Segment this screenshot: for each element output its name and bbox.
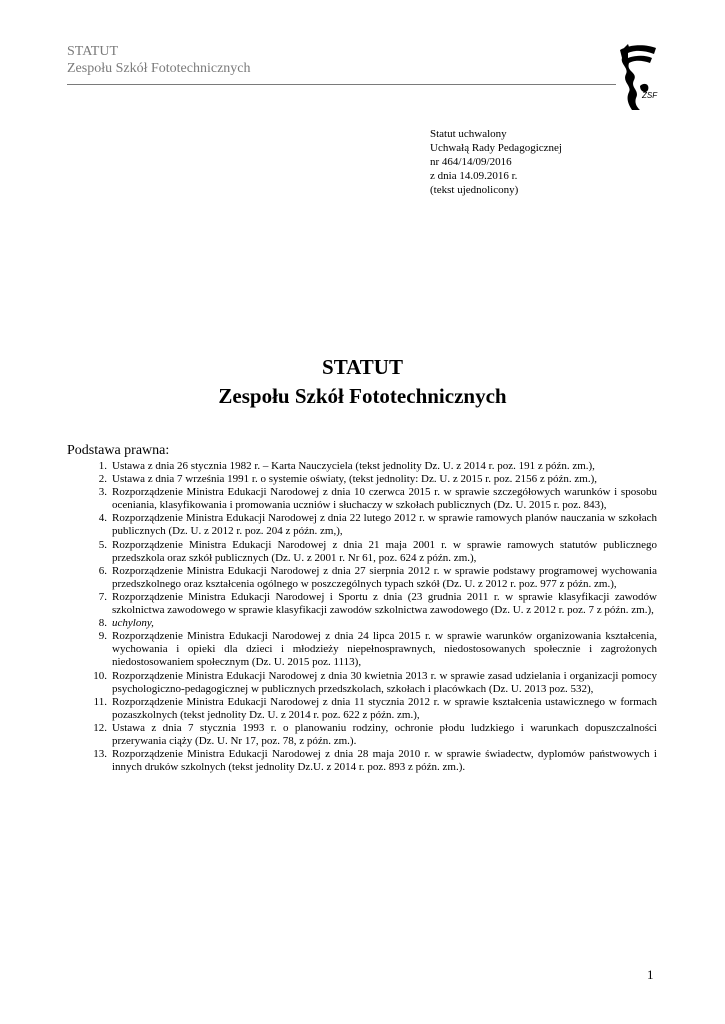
item-text: uchylony,: [112, 617, 154, 630]
item-number: 6.: [98, 564, 107, 577]
item-text: Rozporządzenie Ministra Edukacji Narodowej z dnia 28 maja 2010 r. w sprawie świadectw, dyplomów państwowych i innych druków szkolnych (tekst jednolity Dz.U. z 2014 r. poz. 893 z późn. zm.).: [112, 748, 657, 774]
item-text: Rozporządzenie Ministra Edukacji Narodowej z dnia 22 lutego 2012 r. w sprawie ramowych planów nauczania w szkołach publicznych (Dz. U. z 2012 r. poz. 204 z późn. zm,),: [112, 512, 657, 538]
item-text: Ustawa z dnia 7 stycznia 1993 r. o planowaniu rodziny, ochronie płodu ludzkiego i warunkach dopuszczalności przerywania ciąży (Dz. U. Nr 17, poz. 78, z późn. zm.).: [112, 721, 657, 747]
list-item: [67, 473, 657, 486]
header-subtitle: Zespołu Szkół Fototechnicznych: [67, 61, 251, 76]
school-logo-icon: [612, 42, 660, 112]
item-number: 9.: [98, 630, 107, 643]
item-number: 8.: [98, 617, 107, 630]
logo-text: ZSF: [642, 91, 658, 100]
list-item: [67, 617, 657, 630]
header-title: STATUT: [67, 44, 118, 59]
item-number: 10.: [93, 669, 107, 682]
item-number: 1.: [98, 460, 107, 472]
page-number: 1: [647, 967, 654, 982]
item-number: 5.: [98, 538, 107, 551]
list-item: [67, 486, 657, 512]
list-item: [67, 591, 657, 617]
item-number: 13.: [93, 748, 107, 761]
item-text: Rozporządzenie Ministra Edukacji Narodowej z dnia 10 czerwca 2015 r. w sprawie szczegółowych warunków i sposobu oceniania, klasyfikowania i promowania uczniów i słuchaczy w szkołach publicznych (Dz. U. 2015 r. poz. 843),: [112, 486, 657, 512]
item-text: Rozporządzenie Ministra Edukacji Narodowej i Sportu z dnia (23 grudnia 2011 r. w sprawie klasyfikacji zawodów szkolnictwa zawodowego w sprawie klasyfikacji zawodów szkolnictwa zawodowego (Dz. U. z 2012 r. poz. 7 z późn. zm.),: [112, 590, 657, 617]
approval-line: (tekst ujednolicony): [430, 184, 519, 196]
item-text: Rozporządzenie Ministra Edukacji Narodowej z dnia 24 lipca 2015 r. w sprawie warunków organizowania kształcenia, wychowania i opieki dla dzieci i młodzieży niepełnosprawnych, niedostosowanych społecznie i zagrożonych niedostosowaniem społecznym (Dz. U. 2015 poz. 1113),: [112, 630, 657, 669]
list-item: [67, 748, 657, 774]
list-item: [67, 460, 657, 473]
approval-line: Statut uchwalony: [430, 128, 507, 140]
document-title: STATUT: [322, 355, 403, 379]
item-text: Ustawa z dnia 7 września 1991 r. o systemie oświaty, (tekst jednolity: Dz. U. z 2015 r. poz. 2156 z późn. zm.),: [112, 473, 598, 486]
document-subtitle: Zespołu Szkół Fototechnicznych: [218, 384, 507, 408]
list-item: [67, 539, 657, 565]
item-text: Rozporządzenie Ministra Edukacji Narodowej z dnia 30 kwietnia 2013 r. w sprawie zasad udzielania i organizacji pomocy psychologiczno-pedagogicznej w publicznych przedszkolach, szkołach i placówkach (Dz. U. 2013 poz. 532),: [112, 669, 657, 695]
item-text: Rozporządzenie Ministra Edukacji Narodowej z dnia 27 sierpnia 2012 r. w sprawie podstawy programowej wychowania przedszkolnego oraz kształcenia ogólnego w poszczególnych typach szkół (Dz. U. z 2012 r. poz. 977 z późn. zm.),: [112, 564, 657, 590]
item-number: 12.: [93, 721, 107, 734]
item-text: Rozporządzenie Ministra Edukacji Narodowej z dnia 11 stycznia 2012 r. w sprawie kształcenia ustawicznego w formach pozaszkolnych (tekst jednolity Dz. U. z 2014 r. poz. 622 z późn. zm.),: [112, 695, 657, 721]
item-number: 3.: [98, 486, 107, 499]
list-item: [67, 565, 657, 591]
header-divider: [67, 84, 616, 85]
list-item: [67, 512, 657, 538]
list-item: [67, 696, 657, 722]
item-number: 7.: [98, 590, 107, 603]
legal-basis-list: [67, 460, 657, 774]
item-number: 4.: [98, 512, 107, 525]
approval-line: Uchwałą Rady Pedagogicznej: [430, 142, 562, 154]
item-text: Rozporządzenie Ministra Edukacji Narodowej z dnia 21 maja 2001 r. w sprawie ramowych statutów publicznego przedszkola oraz szkół publicznych (Dz. U. z 2001 r. Nr 61, poz. 624 z późn. zm.),: [112, 538, 657, 564]
item-number: 11.: [93, 695, 107, 708]
approval-line: z dnia 14.09.2016 r.: [430, 170, 518, 182]
item-text: Ustawa z dnia 26 stycznia 1982 r. – Karta Nauczyciela (tekst jednolity Dz. U. z 2014 r. poz. 191 z późn. zm.),: [112, 460, 595, 472]
list-item: [67, 630, 657, 669]
list-item: [67, 722, 657, 748]
list-item: [67, 670, 657, 696]
legal-basis-heading: Podstawa prawna:: [67, 443, 170, 458]
approval-note: [430, 127, 670, 197]
item-number: 2.: [98, 473, 107, 486]
approval-line: nr 464/14/09/2016: [430, 156, 512, 168]
